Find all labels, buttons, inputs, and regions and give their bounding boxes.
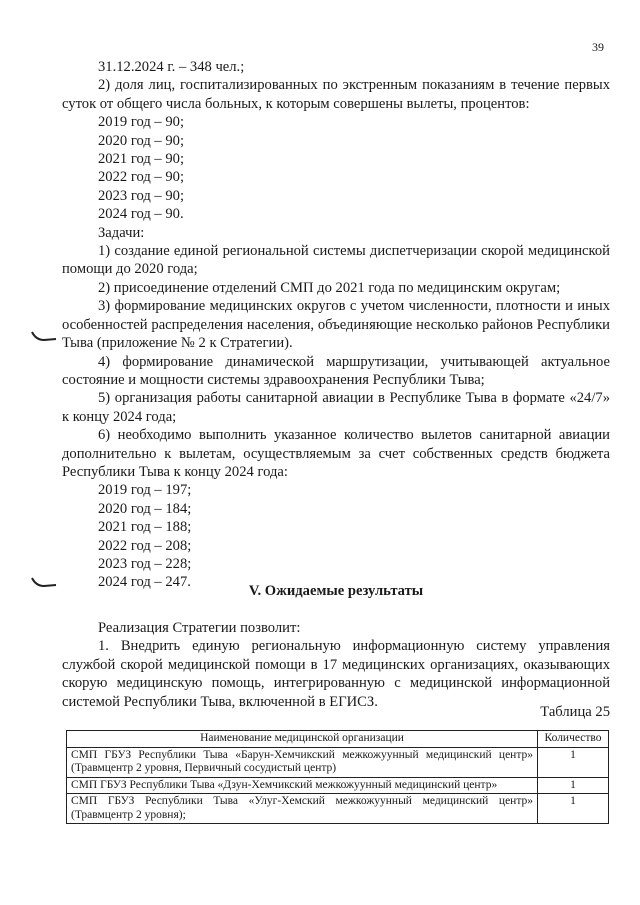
- task-item: 1) создание единой региональной системы диспетчеризации скорой медицинской помощи до 2020 года;: [62, 243, 610, 278]
- year-value: 2022 год – 90;: [98, 169, 185, 186]
- tasks-label: Задачи:: [98, 224, 145, 241]
- task-item: 5) организация работы санитарной авиации в Республике Тыва в формате «24/7» к концу 2024 года;: [62, 390, 610, 425]
- column-header: Количество: [538, 731, 609, 748]
- text-line: 31.12.2024 г. – 348 чел.;: [98, 59, 245, 75]
- year-value: 2024 год – 247.: [98, 574, 191, 591]
- year-value: 2023 год – 228;: [98, 555, 192, 572]
- year-value: 2022 год – 208;: [98, 537, 192, 554]
- body-text-bottom: [62, 619, 610, 711]
- task-item: 6) необходимо выполнить указанное количество вылетов санитарной авиации дополнительно к вылетам, осуществляемым за счет собственных средств бюджета Республики Тыва к концу 2024 года:: [62, 427, 610, 480]
- year-value: 2021 год – 188;: [98, 519, 192, 536]
- task-item: 3) формирование медицинских округов с учетом численности, плотности и иных особенностей распределения населения, объединяющие несколько районов Республики Тыва (приложение № 2 к Стратегии).: [62, 298, 610, 352]
- task-item: 2) присоединение отделений СМП до 2021 года по медицинским округам;: [98, 279, 561, 296]
- paragraph: 1. Внедрить единую региональную информационную систему управления службой скорой медицинской помощи в 17 медицинских организациях, оказывающих скорую медицинскую помощь, интегрированную с медицинской информационной системой Республики Тыва, включенной в ЕГИСЗ.: [62, 638, 610, 710]
- year-value: 2019 год – 197;: [98, 482, 192, 499]
- year-value: 2024 год – 90.: [98, 206, 184, 223]
- year-value: 2020 год – 90;: [98, 132, 185, 149]
- table-row: [67, 794, 609, 824]
- column-header: Наименование медицинской организации: [67, 731, 538, 748]
- table-cell-quantity: 1: [538, 794, 609, 824]
- table-cell-quantity: 1: [538, 747, 609, 777]
- table-cell-organization: СМП ГБУЗ Республики Тыва «Улуг-Хемский межкожуунный медицинский центр» (Травмцентр 2 уровня);: [67, 794, 538, 824]
- table-row: [67, 747, 609, 777]
- year-value: 2019 год – 90;: [98, 114, 185, 131]
- task-item: 4) формирование динамической маршрутизации, учитывающей актуальное состояние и мощности системы здравоохранения Республики Тыва;: [62, 353, 610, 388]
- year-value: 2023 год – 90;: [98, 187, 185, 204]
- table-cell-organization: СМП ГБУЗ Республики Тыва «Барун-Хемчикский межкожуунный медицинский центр» (Травмцентр 2 уровня, Первичный сосудистый центр): [67, 747, 538, 777]
- margin-check-mark: [30, 328, 60, 346]
- section-title: V. Ожидаемые результаты: [248, 583, 424, 599]
- margin-check-mark: [30, 574, 60, 592]
- table-header-row: [67, 731, 609, 748]
- page-number: 39: [592, 40, 604, 54]
- table-row: [67, 777, 609, 794]
- year-value: 2021 год – 90;: [98, 151, 185, 168]
- table-caption: Таблица 25: [540, 704, 610, 720]
- paragraph: 2) доля лиц, госпитализированных по экстренным показаниям в течение первых суток от общего числа больных, к которым совершены вылеты, процентов:: [62, 77, 610, 112]
- table-cell-quantity: 1: [538, 777, 609, 794]
- table-cell-organization: СМП ГБУЗ Республики Тыва «Дзун-Хемчикский межкожуунный медицинский центр»: [67, 777, 538, 794]
- organizations-table: [66, 730, 609, 824]
- paragraph: Реализация Стратегии позволит:: [98, 620, 301, 636]
- year-value: 2020 год – 184;: [98, 500, 192, 517]
- body-text-top: [62, 58, 610, 592]
